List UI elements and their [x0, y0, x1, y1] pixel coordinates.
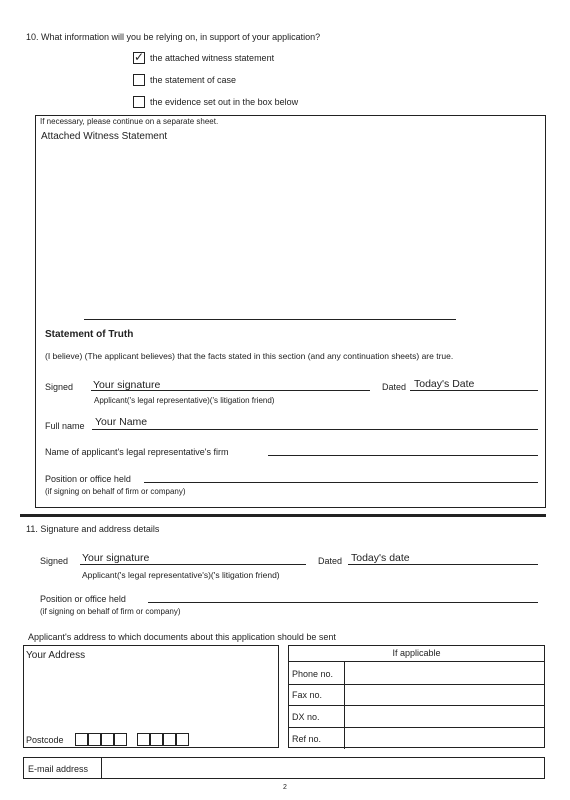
- belief-statement: (I believe) (The applicant believes) that the facts stated in this section (and any continuation sheets) are true.: [45, 351, 454, 361]
- firm-line: [268, 455, 538, 456]
- email-divider: [101, 758, 102, 778]
- q11-position-sublabel: (if signing on behalf of firm or company): [40, 607, 181, 616]
- statement-of-truth-title: Statement of Truth: [45, 329, 134, 340]
- full-name-field[interactable]: Your Name: [95, 416, 148, 428]
- truth-date-field[interactable]: Today's Date: [414, 378, 475, 390]
- evidence-end-line: [84, 319, 456, 320]
- truth-position-line: [144, 482, 538, 483]
- q11-signature-field[interactable]: Your signature: [82, 552, 150, 564]
- truth-signed-label: Signed: [45, 382, 74, 392]
- q11-signed-sublabel: Applicant('s legal representative's)('s litigation friend): [82, 570, 280, 580]
- evidence-below-checkbox[interactable]: [133, 96, 145, 108]
- truth-position-label: Position or office held: [45, 474, 131, 484]
- truth-dated-label: Dated: [382, 382, 407, 392]
- q11-dated-label: Dated: [318, 556, 343, 566]
- q11-signature-line: [80, 564, 306, 565]
- section-divider: [20, 514, 546, 517]
- postcode-label: Postcode: [26, 735, 64, 745]
- evidence-box: [35, 115, 546, 508]
- ref-label: Ref no.: [292, 734, 322, 744]
- truth-signature-line: [91, 390, 370, 391]
- evidence-below-option-label: the evidence set out in the box below: [150, 97, 299, 107]
- q11-date-field[interactable]: Today's date: [351, 552, 410, 564]
- truth-signed-sublabel: Applicant('s legal representative)('s litigation friend): [94, 396, 275, 405]
- dx-field[interactable]: [349, 709, 539, 727]
- address-box[interactable]: [23, 645, 279, 748]
- witness-statement-checkbox[interactable]: [133, 52, 145, 64]
- question-10-label: 10. What information will you be relying on, in support of your application?: [26, 32, 321, 42]
- postcode-char-box[interactable]: [150, 733, 163, 746]
- truth-date-line: [410, 390, 538, 391]
- q11-signed-label: Signed: [40, 556, 69, 566]
- question-11-title: 11. Signature and address details: [26, 524, 160, 534]
- full-name-label: Full name: [45, 421, 85, 431]
- statement-of-case-checkbox[interactable]: [133, 74, 145, 86]
- truth-signature-field[interactable]: Your signature: [93, 379, 161, 391]
- table-row-divider: [289, 684, 544, 685]
- phone-field[interactable]: [349, 666, 539, 684]
- truth-position-sublabel: (if signing on behalf of firm or company): [45, 487, 186, 496]
- email-label: E-mail address: [28, 764, 89, 774]
- statement-of-case-option-label: the statement of case: [150, 75, 237, 85]
- email-field[interactable]: [106, 761, 536, 777]
- witness-statement-option-label: the attached witness statement: [150, 53, 275, 63]
- dx-label: DX no.: [292, 712, 320, 722]
- fax-label: Fax no.: [292, 690, 323, 700]
- postcode-char-box[interactable]: [163, 733, 176, 746]
- evidence-text-area[interactable]: Attached Witness Statement: [41, 131, 168, 142]
- address-heading: Applicant's address to which documents about this application should be sent: [28, 632, 336, 642]
- page-number: 2: [283, 784, 287, 791]
- address-field[interactable]: Your Address: [26, 650, 86, 661]
- postcode-char-box[interactable]: [75, 733, 88, 746]
- table-row-divider: [289, 705, 544, 706]
- ref-field[interactable]: [349, 731, 539, 747]
- postcode-char-box[interactable]: [114, 733, 127, 746]
- phone-label: Phone no.: [292, 669, 334, 679]
- if-applicable-header: If applicable: [289, 646, 544, 662]
- contact-details-table: [288, 645, 545, 748]
- full-name-line: [92, 429, 538, 430]
- fax-field[interactable]: [349, 687, 539, 705]
- email-row: [23, 757, 545, 779]
- table-row-divider: [289, 727, 544, 728]
- postcode-char-box[interactable]: [101, 733, 114, 746]
- q11-date-line: [348, 564, 538, 565]
- postcode-char-box[interactable]: [88, 733, 101, 746]
- continue-note: If necessary, please continue on a separate sheet.: [40, 117, 219, 126]
- checkmark-icon: ✓: [134, 50, 145, 64]
- q11-position-line: [148, 602, 538, 603]
- postcode-char-box[interactable]: [176, 733, 189, 746]
- postcode-char-box[interactable]: [137, 733, 150, 746]
- q11-position-label: Position or office held: [40, 594, 126, 604]
- firm-label: Name of applicant's legal representative's firm: [45, 447, 229, 457]
